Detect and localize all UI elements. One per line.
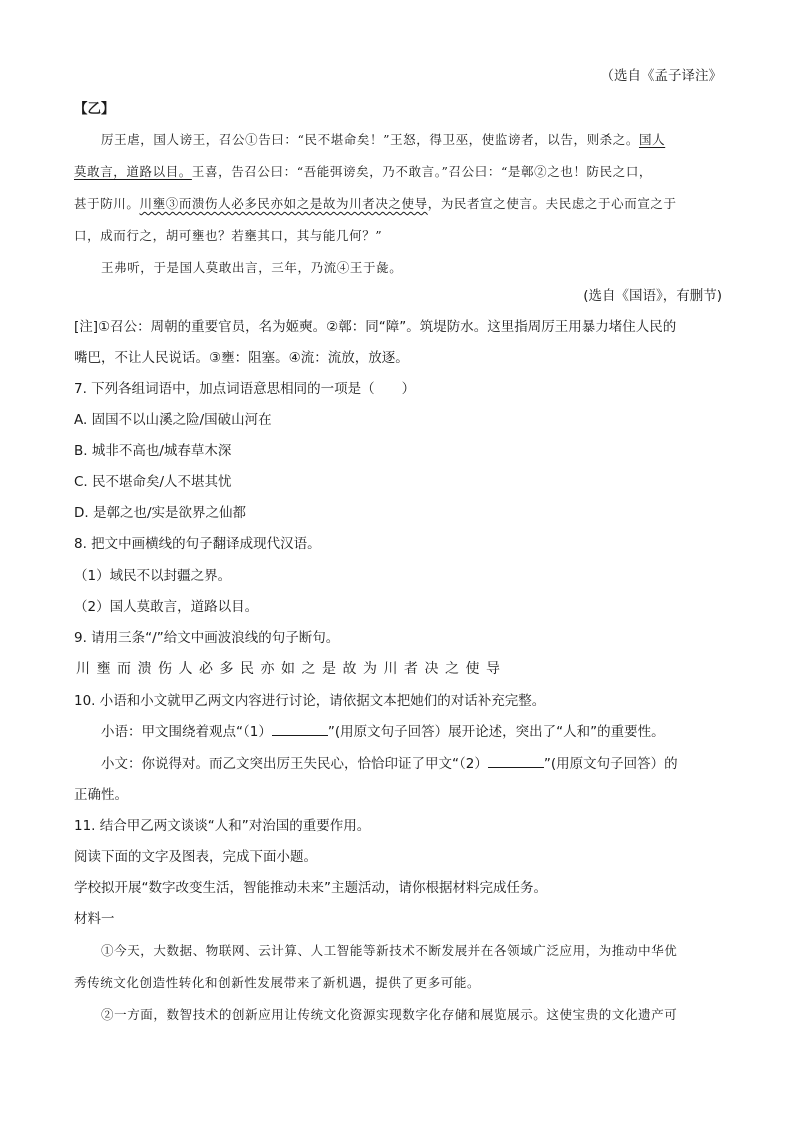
yi-text: 甚于防川。	[74, 196, 140, 211]
activity-intro: 学校拟开展“数字改变生活，智能推动未来”主题活动，请你根据材料完成任务。	[74, 880, 547, 896]
answer-blank-2[interactable]	[488, 755, 544, 768]
q10-dialogue-end: 正确性。	[74, 787, 128, 803]
q8-item-1: （1）域民不以封疆之界。	[74, 568, 232, 584]
material-1-line-2: 秀传统文化创造性转化和创新性发展带来了新机遇，提供了更多可能。	[74, 975, 481, 990]
source-guoyu: (选自《国语》，有删节)	[583, 288, 722, 304]
note-line-1: [注]①召公：周朝的重要官员，名为姬奭。②鄣：同“障”。筑堤防水。这里指周厉王用暴力堵住人民的	[74, 319, 677, 335]
q7-option-b: B. 城非不高也/城春草木深	[74, 443, 232, 459]
question-10: 10. 小语和小文就甲乙两文内容进行讨论，请依据文本把她们的对话补充完整。	[74, 693, 546, 709]
underlined-sentence: 莫敢言，道路以目。	[74, 164, 192, 179]
underlined-sentence: 国人	[638, 132, 666, 147]
yi-paragraph-line-3	[74, 194, 677, 214]
q10-text: ”(用原文句子回答）的	[543, 756, 678, 772]
section-yi-heading: 【乙】	[74, 101, 115, 117]
yi-text: 王喜，告召公曰：“吾能弭谤矣，乃不敢言。”召公曰：“是鄣②之也！防民之口，	[191, 164, 653, 179]
q10-dialogue-xiaoyu	[101, 722, 665, 742]
q8-item-2: （2）国人莫敢言，道路以目。	[74, 599, 259, 615]
note-line-2: 嘴巴，不让人民说话。③壅：阻塞。④流：流放，放逐。	[74, 350, 409, 366]
q7-option-d: D. 是鄣之也/实是欲界之仙都	[74, 505, 247, 521]
wavy-underlined-sentence: 川壅③而溃伤人必多民亦如之是故为川者决之使导	[139, 196, 428, 211]
answer-blank-1[interactable]	[272, 723, 328, 736]
q7-option-c: C. 民不堪命矣/人不堪其忧	[74, 474, 232, 490]
question-7: 7. 下列各组词语中，加点词语意思相同的一项是（ ）	[74, 381, 416, 397]
q10-text: ”(用原文句子回答）展开论述，突出了“人和”的重要性。	[327, 724, 665, 740]
q10-text: 小文：你说得对。而乙文突出厉王失民心，恰恰印证了甲文“（2）	[101, 756, 488, 772]
question-9: 9. 请用三条“/”给文中画波浪线的句子断句。	[74, 630, 340, 646]
material-1-line-3: ②一方面，数智技术的创新应用让传统文化资源实现数字化存储和展览展示。这使宝贵的文化遗产可	[101, 1007, 678, 1022]
yi-paragraph-2: 王弗听，于是国人莫敢出言，三年，乃流④王于彘。	[101, 260, 403, 275]
material-1-line-1: ①今天，大数据、物联网、云计算、人工智能等新技术不断发展并在各领域广泛应用，为推动中华优	[101, 943, 678, 958]
q9-sentence: 川壅而溃伤人必多民亦如之是故为川者决之使导	[76, 661, 507, 677]
yi-paragraph-line-1	[101, 130, 665, 150]
yi-text: 厉王虐，国人谤王，召公①告曰：“民不堪命矣！”王怒，得卫巫，使监谤者，以告，则杀之。	[101, 132, 639, 147]
q10-text: 小语：甲文围绕着观点“（1）	[101, 724, 272, 740]
question-11: 11. 结合甲乙两文谈谈“人和”对治国的重要作用。	[74, 818, 371, 834]
yi-paragraph-line-4: 口，成而行之，胡可壅也？若壅其口，其与能几何？”	[74, 228, 383, 243]
yi-paragraph-line-2	[74, 162, 652, 182]
yi-text: ，为民者宣之使言。夫民虑之于心而宣之于	[427, 196, 677, 211]
q10-dialogue-xiaowen	[101, 754, 678, 774]
material-1-heading: 材料一	[74, 911, 115, 927]
question-8: 8. 把文中画横线的句子翻译成现代汉语。	[74, 536, 321, 552]
q7-option-a: A. 固国不以山溪之险/国破山河在	[74, 412, 272, 428]
source-mengzi: （选自《孟子译注》	[600, 68, 722, 84]
reading-instruction: 阅读下面的文字及图表，完成下面小题。	[74, 849, 317, 865]
